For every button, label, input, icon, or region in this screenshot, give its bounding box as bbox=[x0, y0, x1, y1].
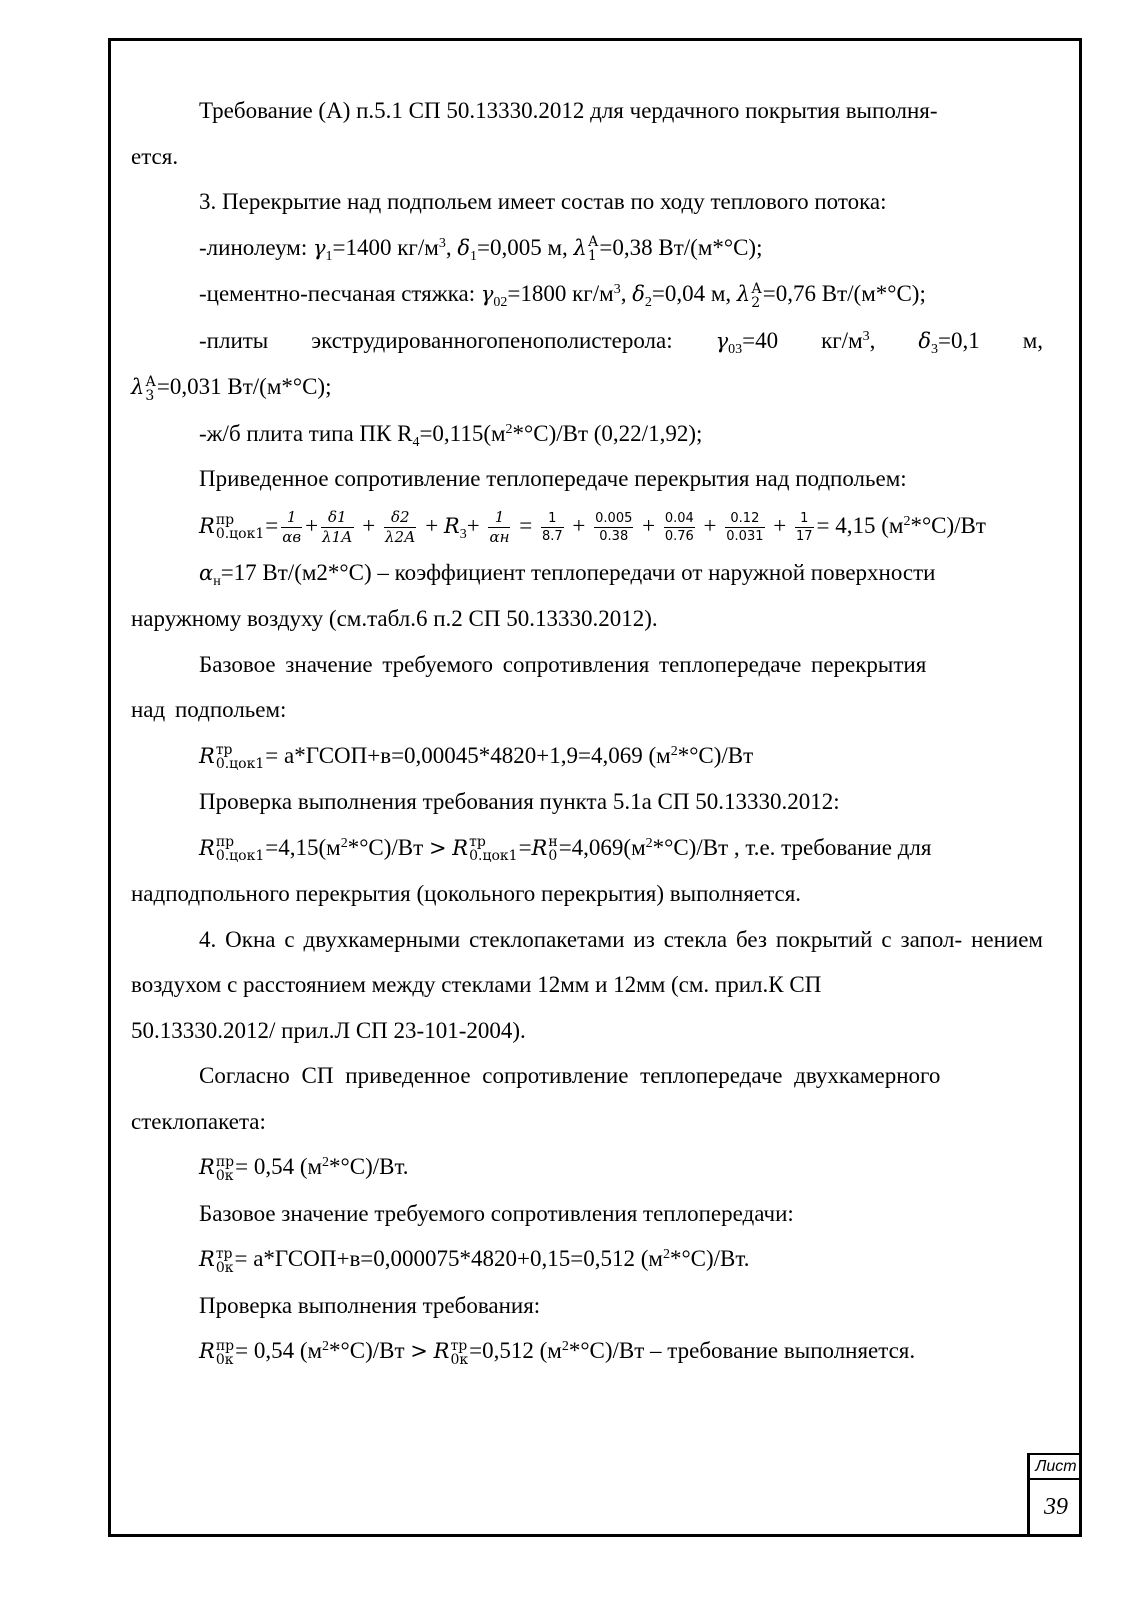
document-body bbox=[131, 88, 1043, 1375]
alpha-definition-cont: наружному воздуху (см.табл.6 п.2 СП 50.13330.2012). bbox=[131, 606, 658, 631]
layer-slab: -ж/б плита типа ПК $R_4=0,115(м^2*^\circ С)/Вт$ (0,22/1,92); bbox=[199, 420, 703, 450]
sheet-stamp bbox=[1027, 1453, 1082, 1537]
layer-screed: -цементно-песчаная стяжка: $\gamma_{02}=1800$ $кг/м^3$, $\delta_2=0,04$ м, λ А 2 =0,76 Вт/(м*°С); bbox=[199, 280, 926, 311]
sheet-label: Лист bbox=[1030, 1453, 1082, 1480]
check-floor-title: Проверка выполнения требования пункта 5.1а СП 50.13330.2012: bbox=[199, 789, 840, 814]
required-resistance-floor: R тр 0.цок1 = а*ГСОП+в=0,00045*4820+1,9=4,069 $(м^2*^\circ С)/Вт$ bbox=[199, 742, 754, 773]
section-4-windows: 4. Окна с двухкамерными стеклопакетами из стекла без покрытий с запол- нением воздухом с расстоянием между стеклами 12мм и 12мм (см. прил.К СП 50.13330.2012/ прил.Л СП 23-101-2004). bbox=[131, 926, 1043, 1043]
reduced-resistance-title: Приведенное сопротивление теплопередаче перекрытия над подпольем: bbox=[199, 466, 907, 491]
layer-linoleum: -линолеум: $\gamma_1=1400$ $кг/м^3$, $\delta_1=0,005$ м, λ А 1 =0,38 Вт/(м*°С); bbox=[199, 234, 763, 265]
section-3-heading: 3. Перекрытие над подпольем имеет состав по ходу теплового потока: bbox=[199, 189, 887, 214]
base-value-floor: Базовое значение требуемого сопротивления теплопередаче перекрытия над подпольем: bbox=[131, 651, 927, 722]
according-to-sp: Согласно СП приведенное сопротивление теплопередаче двухкамерного стеклопакета: bbox=[131, 1063, 941, 1134]
layer-eps: -плиты экструдированногопенополистерола: $\gamma_{03}=40$ $кг/м^3$, $\delta_3=0,1$ м, bbox=[199, 327, 1044, 357]
window-required-value: R тр 0к = а*ГСОП+в=0,000075*4820+0,15=0,512 $(м^2*^\circ С)/Вт$. bbox=[199, 1245, 750, 1276]
check-floor-result: надподпольного перекрытия (цокольного перекрытия) выполняется. bbox=[131, 881, 802, 906]
check-floor-formula: R пр 0.цок1 $=4,15(м^2*^\circ С)/Вт > R$ тр 0.цок1 =R н 0 $=4,069(м^2*^\circ С)/Вт$ , т.е. требование для bbox=[199, 834, 932, 865]
layer-eps-lambda: λ А 3 =0,031 Вт/(м*°С); bbox=[131, 373, 332, 404]
reduced-resistance-formula: R пр 0.цок1 = $\frac{1}{\alpha в}$ + $\frac{\delta 1}{\lambda 1А}$ + $\frac{\delta 2}{\lambda 2А}$ + $R_3+$ $\frac{1}{\alpha н}$ = $\frac{1}{8.7}$ + $\frac{0.005}{0.38}$ + $\frac{0.04}{0.76}$ + $\frac{0.12}{0.031}$ + $\frac{1}{17}$ = 4,15 $(м^2*^\circ С)/Вт$ bbox=[199, 507, 986, 546]
base-value-window: Базовое значение требуемого сопротивления теплопередачи: bbox=[199, 1200, 794, 1226]
window-reduced-value: R пр 0к = 0,54 $(м^2*^\circ С)/Вт$. bbox=[199, 1153, 409, 1184]
check-window-title: Проверка выполнения требования: bbox=[199, 1292, 541, 1318]
check-window-formula: R пр 0к = 0,54 $(м^2*^\circ С)/Вт > R$ тр 0к =0,512 $(м^2*^\circ С)/Вт$ – требование выполняется. bbox=[199, 1337, 916, 1368]
sheet-number: 39 bbox=[1044, 1494, 1068, 1520]
paragraph-requirement-a: Требование (А) п.5.1 СП 50.13330.2012 для чердачного покрытия выполня- ется. bbox=[131, 98, 938, 169]
alpha-definition: $\alpha_н=17$ Вт/(м2*°С) – коэффициент теплопередачи от наружной поверхности bbox=[199, 559, 936, 589]
